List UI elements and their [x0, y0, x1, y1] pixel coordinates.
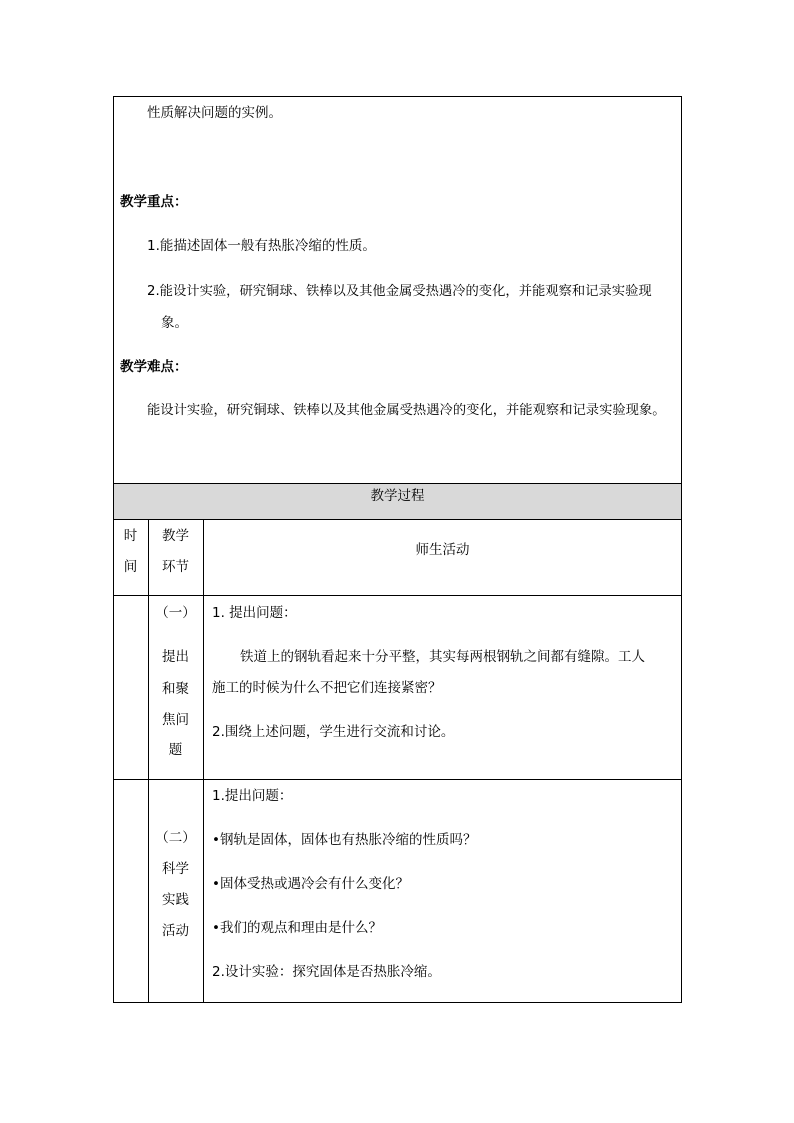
- stage2-bullet-1: •钢轨是固体，固体也有热胀冷缩的性质吗？: [212, 832, 477, 848]
- col-activity-header: 师生活动: [415, 542, 470, 558]
- stage2-bullet-3: •我们的观点和理由是什么？: [212, 920, 382, 936]
- objectives-tail: 性质解决问题的实例。: [147, 105, 282, 121]
- stage1-question-heading: 1. 提出问题：: [212, 605, 297, 621]
- row-divider: [113, 519, 682, 520]
- stage1-label-5: 题: [168, 742, 183, 758]
- stage2-bullet-2: •固体受热或遇冷会有什么变化？: [212, 876, 409, 892]
- row-divider: [113, 779, 682, 780]
- col-stage-line2: 环节: [162, 559, 189, 575]
- key-point-1: 1.能描述固体一般有热胀冷缩的性质。: [147, 238, 376, 254]
- stage1-label-3: 和聚: [162, 681, 189, 697]
- key-point-2-line1: 2.能设计实验，研究铜球、铁棒以及其他金属受热遇冷的变化，并能观察和记录实验现: [147, 284, 652, 299]
- stage1-question-line1: 铁道上的钢轨看起来十分平整，其实每两根钢轨之间都有缝隙。工人: [240, 649, 645, 665]
- stage2-label-2: 科学: [162, 861, 189, 877]
- stage1-discussion: 2.围绕上述问题，学生进行交流和讨论。: [212, 724, 455, 740]
- difficult-points-heading: 教学难点：: [120, 359, 188, 375]
- key-point-2-line2: 象。: [161, 315, 188, 331]
- stage2-label-1: （二）: [155, 830, 196, 846]
- row-divider: [113, 595, 682, 596]
- stage2-label-4: 活动: [162, 923, 189, 939]
- stage2-design: 2.设计实验：探究固体是否热胀冷缩。: [212, 964, 441, 980]
- key-points-heading: 教学重点：: [120, 194, 188, 210]
- col-divider-stage: [203, 519, 204, 1003]
- process-title: 教学过程: [370, 488, 425, 504]
- stage2-question-heading: 1.提出问题：: [212, 788, 293, 804]
- stage1-label-2: 提出: [162, 649, 189, 665]
- col-time-line1: 时: [123, 528, 138, 544]
- col-stage-line1: 教学: [162, 528, 189, 544]
- difficult-point-text: 能设计实验，研究铜球、铁棒以及其他金属受热遇冷的变化，并能观察和记录实验现象。: [147, 403, 666, 418]
- stage2-label-3: 实践: [162, 892, 189, 908]
- col-time-line2: 间: [123, 559, 138, 575]
- stage1-question-line2: 施工的时候为什么不把它们连接紧密？: [212, 680, 442, 696]
- stage1-label-1: （一）: [155, 605, 196, 621]
- stage1-label-4: 焦问: [162, 712, 189, 728]
